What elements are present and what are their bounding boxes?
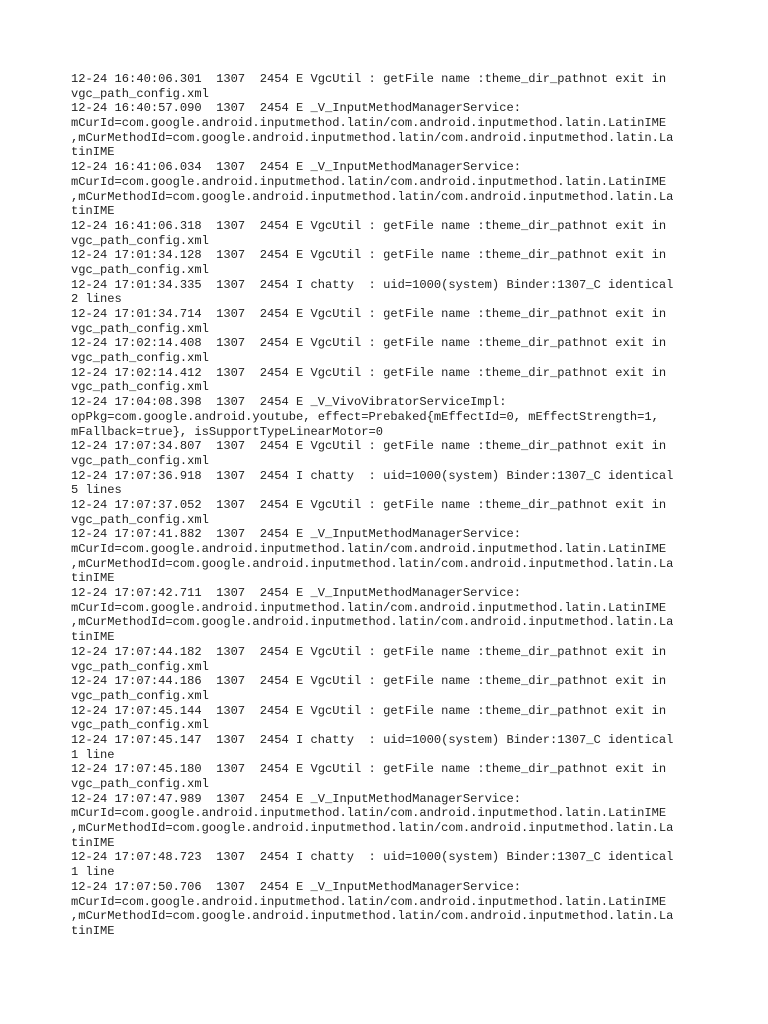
log-line: 1 line xyxy=(71,747,115,762)
log-line: tinIME xyxy=(71,835,115,850)
log-line: ,mCurMethodId=com.google.android.inputmethod.latin/com.android.inputmethod.latin.La xyxy=(71,189,674,204)
log-line: vgc_path_config.xml xyxy=(71,86,209,101)
log-line: mCurId=com.google.android.inputmethod.latin/com.android.inputmethod.latin.LatinIME xyxy=(71,600,667,615)
log-line: 12-24 17:07:44.182 1307 2454 E VgcUtil : getFile name :theme_dir_pathnot exit in xyxy=(71,644,667,659)
log-line: 12-24 17:07:50.706 1307 2454 E _V_InputMethodManagerService: xyxy=(71,879,521,894)
log-line: tinIME xyxy=(71,923,115,938)
log-line: mCurId=com.google.android.inputmethod.latin/com.android.inputmethod.latin.LatinIME xyxy=(71,542,667,556)
log-line: 12-24 17:07:45.144 1307 2454 E VgcUtil : getFile name :theme_dir_pathnot exit in xyxy=(71,703,667,718)
log-line: vgc_path_config.xml xyxy=(71,453,209,468)
log-line: 12-24 17:07:37.052 1307 2454 E VgcUtil : getFile name :theme_dir_pathnot exit in xyxy=(71,497,667,512)
log-line: ,mCurMethodId=com.google.android.inputmethod.latin/com.android.inputmethod.latin.La xyxy=(71,615,674,630)
log-line: vgc_path_config.xml xyxy=(71,233,209,248)
log-line: 12-24 16:40:06.301 1307 2454 E VgcUtil : getFile name :theme_dir_pathnot exit in xyxy=(71,72,667,86)
log-line: 12-24 17:01:34.714 1307 2454 E VgcUtil : getFile name :theme_dir_pathnot exit in xyxy=(71,307,667,321)
log-line: 12-24 16:41:06.034 1307 2454 E _V_InputMethodManagerService: xyxy=(71,160,521,175)
log-line: ,mCurMethodId=com.google.android.inputmethod.latin/com.android.inputmethod.latin.La xyxy=(71,821,674,836)
log-line: 12-24 17:02:14.408 1307 2454 E VgcUtil : getFile name :theme_dir_pathnot exit in xyxy=(71,336,667,351)
log-line: mCurId=com.google.android.inputmethod.latin/com.android.inputmethod.latin.LatinIME xyxy=(71,806,667,821)
log-line: 12-24 17:07:36.918 1307 2454 I chatty : uid=1000(system) Binder:1307_C identical xyxy=(71,468,674,483)
log-line: 12-24 16:40:57.090 1307 2454 E _V_InputMethodManagerService: xyxy=(71,101,521,116)
log-line: vgc_path_config.xml xyxy=(71,688,209,703)
log-line: vgc_path_config.xml xyxy=(71,321,209,336)
log-line: 12-24 17:07:48.723 1307 2454 I chatty : uid=1000(system) Binder:1307_C identical xyxy=(71,850,674,865)
log-line: vgc_path_config.xml xyxy=(71,351,209,366)
log-line: 12-24 17:04:08.398 1307 2454 E _V_VivoVibratorServiceImpl: xyxy=(71,395,507,410)
log-line: vgc_path_config.xml xyxy=(71,380,209,395)
log-line: 12-24 17:07:34.807 1307 2454 E VgcUtil : getFile name :theme_dir_pathnot exit in xyxy=(71,439,667,454)
log-line: 12-24 16:41:06.318 1307 2454 E VgcUtil : getFile name :theme_dir_pathnot exit in xyxy=(71,218,667,233)
log-line: 12-24 17:07:44.186 1307 2454 E VgcUtil : getFile name :theme_dir_pathnot exit in xyxy=(71,674,667,689)
log-line: opPkg=com.google.android.youtube, effect=Prebaked{mEffectId=0, mEffectStrength=1, xyxy=(71,409,659,424)
log-line: mCurId=com.google.android.inputmethod.latin/com.android.inputmethod.latin.LatinIME xyxy=(71,894,667,909)
log-line: ,mCurMethodId=com.google.android.inputmethod.latin/com.android.inputmethod.latin.La xyxy=(71,909,674,924)
log-line: 12-24 17:07:45.180 1307 2454 E VgcUtil : getFile name :theme_dir_pathnot exit in xyxy=(71,762,667,777)
log-line: 12-24 17:02:14.412 1307 2454 E VgcUtil : getFile name :theme_dir_pathnot exit in xyxy=(71,365,667,380)
log-line: tinIME xyxy=(71,571,115,586)
log-line: mFallback=true}, isSupportTypeLinearMotor=0 xyxy=(71,424,384,439)
log-line: 1 line xyxy=(71,865,115,880)
log-line: ,mCurMethodId=com.google.android.inputmethod.latin/com.android.inputmethod.latin.La xyxy=(71,130,674,145)
log-line: vgc_path_config.xml xyxy=(71,718,209,733)
log-line: mCurId=com.google.android.inputmethod.latin/com.android.inputmethod.latin.LatinIME xyxy=(71,116,667,131)
log-line: 2 lines xyxy=(71,292,122,307)
log-line: tinIME xyxy=(71,145,115,160)
log-line: ,mCurMethodId=com.google.android.inputmethod.latin/com.android.inputmethod.latin.La xyxy=(71,556,674,571)
log-line: tinIME xyxy=(71,204,115,219)
log-line: vgc_path_config.xml xyxy=(71,262,209,277)
log-line: 5 lines xyxy=(71,483,122,498)
log-line: 12-24 17:07:41.882 1307 2454 E _V_InputMethodManagerService: xyxy=(71,527,521,542)
log-line: 12-24 17:01:34.128 1307 2454 E VgcUtil : getFile name :theme_dir_pathnot exit in xyxy=(71,248,667,263)
log-line: 12-24 17:07:47.989 1307 2454 E _V_InputMethodManagerService: xyxy=(71,791,521,806)
log-line: 12-24 17:07:42.711 1307 2454 E _V_InputMethodManagerService: xyxy=(71,586,521,601)
log-line: mCurId=com.google.android.inputmethod.latin/com.android.inputmethod.latin.LatinIME xyxy=(71,174,667,189)
log-line: tinIME xyxy=(71,630,115,645)
log-line: vgc_path_config.xml xyxy=(71,659,209,674)
log-line: vgc_path_config.xml xyxy=(71,777,209,791)
log-line: 12-24 17:07:45.147 1307 2454 I chatty : uid=1000(system) Binder:1307_C identical xyxy=(71,732,674,747)
log-line: 12-24 17:01:34.335 1307 2454 I chatty : uid=1000(system) Binder:1307_C identical xyxy=(71,277,674,292)
log-text-block xyxy=(71,72,731,939)
log-line: vgc_path_config.xml xyxy=(71,512,209,527)
